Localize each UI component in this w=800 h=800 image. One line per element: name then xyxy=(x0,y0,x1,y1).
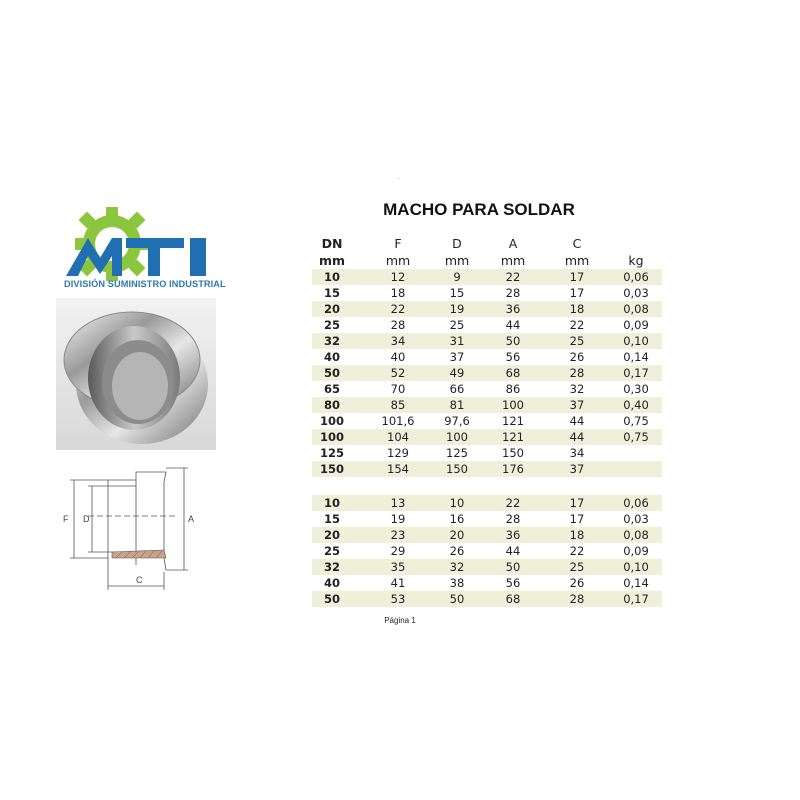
table-row xyxy=(312,461,662,477)
table-cell: 28 xyxy=(505,286,521,300)
table-cell: 32 xyxy=(569,382,585,396)
unit-header: kg xyxy=(628,253,644,268)
table-cell: 28 xyxy=(569,366,585,380)
unit-header: mm xyxy=(318,253,346,268)
table-cell: 97,6 xyxy=(444,414,470,428)
table-cell: 0,08 xyxy=(623,528,649,542)
table-row xyxy=(312,285,662,301)
table-cell: 44 xyxy=(505,318,521,332)
table-cell: 49 xyxy=(449,366,465,380)
dn-cell: 50 xyxy=(323,592,340,606)
table-cell: 100 xyxy=(446,430,468,444)
table-cell: 17 xyxy=(569,512,585,526)
table-cell: 26 xyxy=(569,350,585,364)
dim-label-c: C xyxy=(136,575,143,585)
dn-cell: 10 xyxy=(323,496,340,510)
table-cell: 19 xyxy=(449,302,465,316)
table-cell: 121 xyxy=(502,430,524,444)
table-row xyxy=(312,349,662,365)
unit-header: mm xyxy=(444,253,470,268)
table-cell: 104 xyxy=(387,430,409,444)
table-cell: 32 xyxy=(449,560,465,574)
table-cell: 0,17 xyxy=(623,592,649,606)
dim-label-d: D xyxy=(83,514,90,524)
table-cell: 28 xyxy=(569,592,585,606)
table-cell: 10 xyxy=(449,496,465,510)
table-row xyxy=(312,429,662,445)
table-group-1 xyxy=(312,269,662,477)
table-cell: 22 xyxy=(390,302,406,316)
table-cell: 0,06 xyxy=(623,270,649,284)
table-row xyxy=(312,381,662,397)
dn-cell: 15 xyxy=(323,512,340,526)
table-row xyxy=(312,511,662,527)
table-cell: 0,17 xyxy=(623,366,649,380)
table-cell: 44 xyxy=(505,544,521,558)
dn-cell: 20 xyxy=(323,302,340,316)
table-cell: 0,10 xyxy=(623,334,649,348)
dim-label-f: F xyxy=(63,514,69,524)
table-cell: 37 xyxy=(569,462,585,476)
table-cell: 0,75 xyxy=(623,430,649,444)
column-header: DN xyxy=(321,236,343,251)
table-cell: 25 xyxy=(569,560,585,574)
table-cell: 50 xyxy=(449,592,465,606)
table-cell: 68 xyxy=(505,366,521,380)
column-header: F xyxy=(394,236,402,251)
table-cell: 101,6 xyxy=(381,414,415,428)
dn-cell: 125 xyxy=(319,446,344,460)
table-cell: 125 xyxy=(446,446,468,460)
table-cell: 37 xyxy=(569,398,585,412)
table-cell: 0,03 xyxy=(623,286,649,300)
technical-drawing xyxy=(52,460,202,600)
table-row xyxy=(312,559,662,575)
page-title: MACHO PARA SOLDAR xyxy=(383,200,575,219)
header-dot: · xyxy=(398,176,400,183)
table-gap xyxy=(312,477,662,495)
table-cell: 17 xyxy=(569,496,585,510)
table-row xyxy=(312,575,662,591)
table-cell: 18 xyxy=(390,286,406,300)
table-cell: 28 xyxy=(505,512,521,526)
table-row xyxy=(312,317,662,333)
table-row xyxy=(312,397,662,413)
table-cell: 20 xyxy=(449,528,465,542)
table-cell: 34 xyxy=(390,334,406,348)
logo-letter-i xyxy=(190,238,206,276)
column-header xyxy=(616,235,656,252)
dn-cell: 40 xyxy=(323,576,340,590)
dn-cell: 65 xyxy=(323,382,340,396)
dn-cell: 20 xyxy=(323,528,340,542)
dn-cell: 100 xyxy=(319,414,344,428)
table-cell: 0,30 xyxy=(623,382,649,396)
table-cell: 17 xyxy=(569,270,585,284)
table-cell: 50 xyxy=(505,560,521,574)
table-cell: 25 xyxy=(569,334,585,348)
table-cell: 129 xyxy=(387,446,409,460)
table-cell xyxy=(616,461,656,477)
table-cell: 23 xyxy=(390,528,406,542)
table-cell: 12 xyxy=(390,270,406,284)
table-cell: 40 xyxy=(390,350,406,364)
column-header: A xyxy=(508,236,518,251)
table-cell: 35 xyxy=(390,560,406,574)
dimensions-table xyxy=(312,235,662,607)
table-cell: 56 xyxy=(505,576,521,590)
product-photo xyxy=(56,298,216,450)
table-cell: 0,14 xyxy=(623,576,649,590)
table-cell: 36 xyxy=(505,302,521,316)
table-cell: 34 xyxy=(569,446,585,460)
dn-cell: 32 xyxy=(323,334,340,348)
table-cell: 18 xyxy=(569,302,585,316)
table-cell: 150 xyxy=(446,462,468,476)
table-row xyxy=(312,269,662,285)
table-cell: 22 xyxy=(505,496,521,510)
header-row-units xyxy=(312,252,662,269)
unit-header: mm xyxy=(385,253,411,268)
table-cell: 15 xyxy=(449,286,465,300)
table-cell: 154 xyxy=(387,462,409,476)
table-cell: 28 xyxy=(390,318,406,332)
table-cell: 0,03 xyxy=(623,512,649,526)
table-cell: 13 xyxy=(390,496,406,510)
table-row xyxy=(312,527,662,543)
table-row xyxy=(312,365,662,381)
dn-cell: 25 xyxy=(323,318,340,332)
table-cell: 19 xyxy=(390,512,406,526)
dn-cell: 15 xyxy=(323,286,340,300)
dn-cell: 50 xyxy=(323,366,340,380)
column-header: C xyxy=(572,236,582,251)
dn-cell: 100 xyxy=(319,430,344,444)
dn-cell: 10 xyxy=(323,270,340,284)
table-cell: 150 xyxy=(502,446,524,460)
table-row xyxy=(312,301,662,317)
table-cell: 100 xyxy=(502,398,524,412)
table-cell: 0,09 xyxy=(623,318,649,332)
table-row xyxy=(312,495,662,511)
dn-cell: 80 xyxy=(323,398,340,412)
table-row xyxy=(312,333,662,349)
logo-subtitle: DIVISIÓN SUMINISTRO INDUSTRIAL xyxy=(64,279,226,289)
table-cell: 0,14 xyxy=(623,350,649,364)
table-cell: 56 xyxy=(505,350,521,364)
table-cell: 25 xyxy=(449,318,465,332)
table-cell: 31 xyxy=(449,334,465,348)
table-row xyxy=(312,445,662,461)
unit-header: mm xyxy=(500,253,526,268)
table-cell: 81 xyxy=(449,398,465,412)
table-cell: 38 xyxy=(449,576,465,590)
table-cell: 68 xyxy=(505,592,521,606)
table-cell: 0,40 xyxy=(623,398,649,412)
dn-cell: 150 xyxy=(319,462,344,476)
table-row xyxy=(312,413,662,429)
table-cell: 22 xyxy=(569,544,585,558)
table-cell: 18 xyxy=(569,528,585,542)
table-cell: 85 xyxy=(390,398,406,412)
table-cell: 66 xyxy=(449,382,465,396)
table-cell: 44 xyxy=(569,414,585,428)
table-cell: 16 xyxy=(449,512,465,526)
column-header: D xyxy=(452,236,462,251)
table-cell: 37 xyxy=(449,350,465,364)
table-cell: 9 xyxy=(453,270,461,284)
page-number: Página 1 xyxy=(384,616,416,625)
dn-cell: 25 xyxy=(323,544,340,558)
table-cell: 41 xyxy=(390,576,406,590)
header-row-top xyxy=(312,235,662,252)
table-cell: 22 xyxy=(505,270,521,284)
table-cell: 44 xyxy=(569,430,585,444)
table-cell xyxy=(616,445,656,461)
table-cell: 0,75 xyxy=(623,414,649,428)
table-cell: 22 xyxy=(569,318,585,332)
table-cell: 0,10 xyxy=(623,560,649,574)
table-cell: 0,06 xyxy=(623,496,649,510)
table-cell: 121 xyxy=(502,414,524,428)
table-cell: 29 xyxy=(390,544,406,558)
table-row xyxy=(312,591,662,607)
dim-label-a: A xyxy=(188,514,195,524)
table-cell: 50 xyxy=(505,334,521,348)
table-cell: 70 xyxy=(390,382,406,396)
table-cell: 0,08 xyxy=(623,302,649,316)
table-cell: 53 xyxy=(390,592,406,606)
table-group-2 xyxy=(312,495,662,607)
unit-header: mm xyxy=(564,253,590,268)
table-cell: 52 xyxy=(390,366,406,380)
dn-cell: 32 xyxy=(323,560,340,574)
table-cell: 0,09 xyxy=(623,544,649,558)
table-row xyxy=(312,543,662,559)
table-cell: 26 xyxy=(449,544,465,558)
table-cell: 26 xyxy=(569,576,585,590)
table-cell: 17 xyxy=(569,286,585,300)
dn-cell: 40 xyxy=(323,350,340,364)
table-cell: 176 xyxy=(502,462,524,476)
table-cell: 36 xyxy=(505,528,521,542)
table-cell: 86 xyxy=(505,382,521,396)
